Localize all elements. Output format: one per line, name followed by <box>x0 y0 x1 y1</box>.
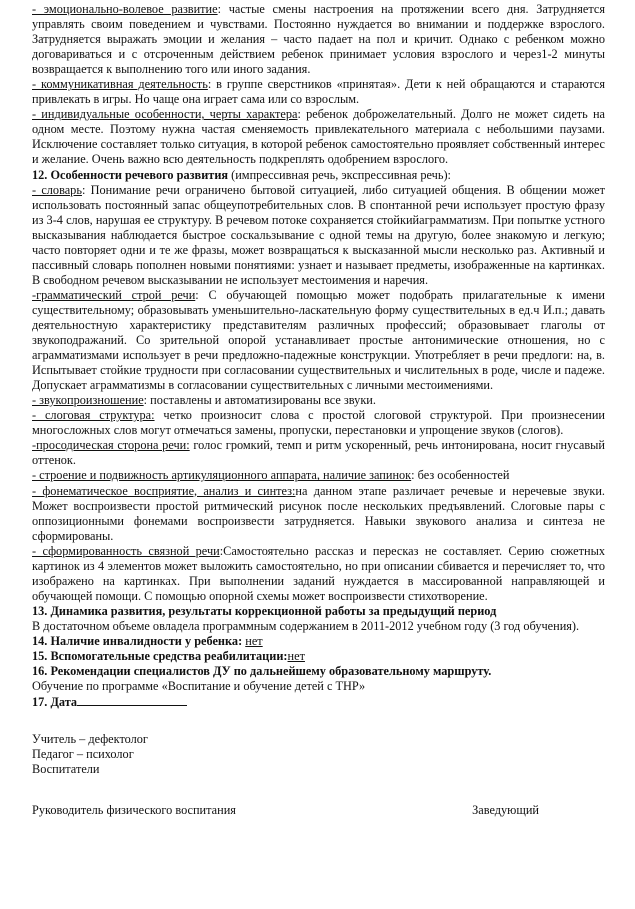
label-phonemic: - фонематическое восприятие, анализ и синтез: <box>32 483 296 498</box>
text-vocabulary: : Понимание речи ограничено бытовой ситуацией, либо ситуацией общения. В общении может использовать постоянный запас общеупотребительных слов. В спонтанной речи использует простую фразу из 3-4 слов, нарушая ее структуру. В речевом потоке сохраняется стойкийаграмматизм. При попытке устного высказывания наблюдается быстрое соскальзывание с одной темы на другую, более знакомую и легкую; часто повторяет одни и те же фразы, может возвращаться к высказанной мысли несколько раз. Активный и пассивный словарь пополнен новыми понятиями: узнает и называет предметы, изображенные на картинках. В свободном речевом высказывании не использует местоимения и наречия. <box>32 182 606 287</box>
paragraph-communicative <box>32 77 605 107</box>
section-15 <box>32 649 605 664</box>
text-coherent-speech: :Самостоятельно рассказ и пересказ не составляет. Серию сюжетных картинок из 4 элементов может выложить самостоятельно, но при описании сбивается и перечисляет то, что изображено на картинках. При выполнении заданий нуждается в массированной направляющей и обучающей помощи. С помощью опорной схемы может воспроизвести стихотворение. <box>32 543 605 603</box>
section-16-text: Обучение по программе «Воспитание и обучение детей с ТНР» <box>32 679 366 694</box>
paragraph-emotional <box>32 2 605 77</box>
date-blank-line <box>77 694 187 706</box>
label-articulation: - строение и подвижность артикуляционного аппарата, наличие запинок <box>32 468 412 483</box>
section-12-subtitle: (импрессивная речь, экспрессивная речь): <box>228 167 451 182</box>
section-14 <box>32 634 605 649</box>
label-pronunciation: - звукопроизношение <box>32 393 144 408</box>
signature-educators: Воспитатели <box>32 762 100 777</box>
label-coherent-speech: - сформированность связной речи <box>32 543 220 558</box>
section-14-heading: 14. Наличие инвалидности у ребенка: <box>32 633 243 648</box>
paragraph-phonemic <box>32 484 605 544</box>
paragraph-prosody <box>32 438 605 468</box>
text-grammar: : С обучающей помощью может подобрать прилагательные к имени существительному; образовывать уменьшительно-ласкательную форму существительных в ед.ч И.п.; давать деятельностную характеристику представителям различных профессий; образовывает глаголы от звукоподражаний. Со зрительной опорой устанавливает простые антонимические отношения, но с аграмматизмами использует в речи предложно-падежные конструкции. Употребляет в речи предлоги: на, в. Испытывает стойкие трудности при согласовании существительных и числительных в роде, числе и падеже. Допускает аграмматизмы в согласовании существительных с личными местоимениями. <box>32 287 605 393</box>
text-pronunciation: : поставлены и автоматизированы все звуки. <box>143 393 376 408</box>
section-17-heading: 17. Дата <box>32 695 78 710</box>
text-communicative: : в группе сверстников «принятая». Дети к ней обращаются и стараются привлекать в игры. Но чаще она играет сама или со взрослым. <box>32 77 606 107</box>
label-communicative: - коммуникативная деятельность <box>32 77 208 92</box>
label-vocabulary: - словарь <box>32 182 82 197</box>
spacer <box>32 710 605 732</box>
section-17 <box>32 694 605 710</box>
text-articulation: : без особенностей <box>411 468 510 483</box>
paragraph-syllable <box>32 408 605 438</box>
section-14-value: нет <box>245 633 263 648</box>
label-prosody: -просодическая сторона речи: <box>32 438 190 453</box>
paragraph-coherent-speech <box>32 544 605 604</box>
paragraph-vocabulary <box>32 183 605 288</box>
signature-psychologist: Педагог – психолог <box>32 747 134 762</box>
text-emotional: : частые смены настроения на протяжении всего дня. Затрудняется управлять своим поведением и чувствами. Постоянно нуждается во внимании и поддержке взрослого. Затрудняется выражать эмоции и желания – часто падает на пол и кричит. Однако с ребенком можно договариваться и с отсроченным действием ребенок принимает условия взрослого и через1-2 минуты возвращается к выполнению того или иного задания. <box>32 2 606 77</box>
paragraph-grammar <box>32 288 605 393</box>
paragraph-articulation <box>32 468 605 483</box>
text-individual: : ребенок доброжелательный. Долго не может сидеть на одном месте. Поэтому нужна частая сменяемость привлекательного материала с небольшими паузами. Исключение составляет только ситуация, в которой ребенок самостоятельно проявляет собственный интерес и желание. Очень важно всю деятельность подкреплять одобрением взрослого. <box>32 107 606 167</box>
text-phonemic: на данном этапе различает речевые и неречевые звуки. Может воспроизвести простой ритмический рисунок после нескольких предъявлений. Слоговые пары с оппозиционными фонемами воспроизвести затрудняется. Навыки звукового анализа и синтеза не сформированы. <box>32 483 605 543</box>
paragraph-individual <box>32 107 605 167</box>
text-syllable: четко произносит слова с простой слоговой структурой. При произнесении многосложных слов могут отмечаться замены, пропуски, перестановки и упрощение звуков (слогов). <box>32 408 605 438</box>
signature-phys-head: Руководитель физического воспитания <box>32 803 236 818</box>
signature-row <box>32 803 605 818</box>
label-individual: - индивидуальные особенности, черты характера <box>32 107 298 122</box>
label-grammar: -грамматический строй речи <box>32 287 196 302</box>
label-syllable: - слоговая структура: <box>32 408 155 423</box>
signature-defectologist: Учитель – дефектолог <box>32 732 148 747</box>
label-emotional: - эмоционально-волевое развитие <box>32 2 218 16</box>
section-12-heading <box>32 168 605 183</box>
section-15-heading: 15. Вспомогательные средства реабилитации: <box>32 649 288 664</box>
section-15-value: нет <box>287 649 305 664</box>
paragraph-pronunciation <box>32 393 605 408</box>
text-prosody: голос громкий, темп и ритм ускоренный, речь интонирована, носит гнусавый оттенок. <box>32 438 605 468</box>
section-12-title: 12. Особенности речевого развития <box>32 167 229 182</box>
section-13-heading: 13. Динамика развития, результаты коррекционной работы за предыдущий период <box>32 603 497 618</box>
spacer <box>32 777 605 803</box>
section-13-text: В достаточном объеме овладела программным содержанием в 2011-2012 учебном году (3 год обучения). <box>32 618 580 633</box>
signature-director: Заведующий <box>472 803 539 818</box>
section-16-heading: 16. Рекомендации специалистов ДУ по дальнейшему образовательному маршруту. <box>32 664 492 679</box>
